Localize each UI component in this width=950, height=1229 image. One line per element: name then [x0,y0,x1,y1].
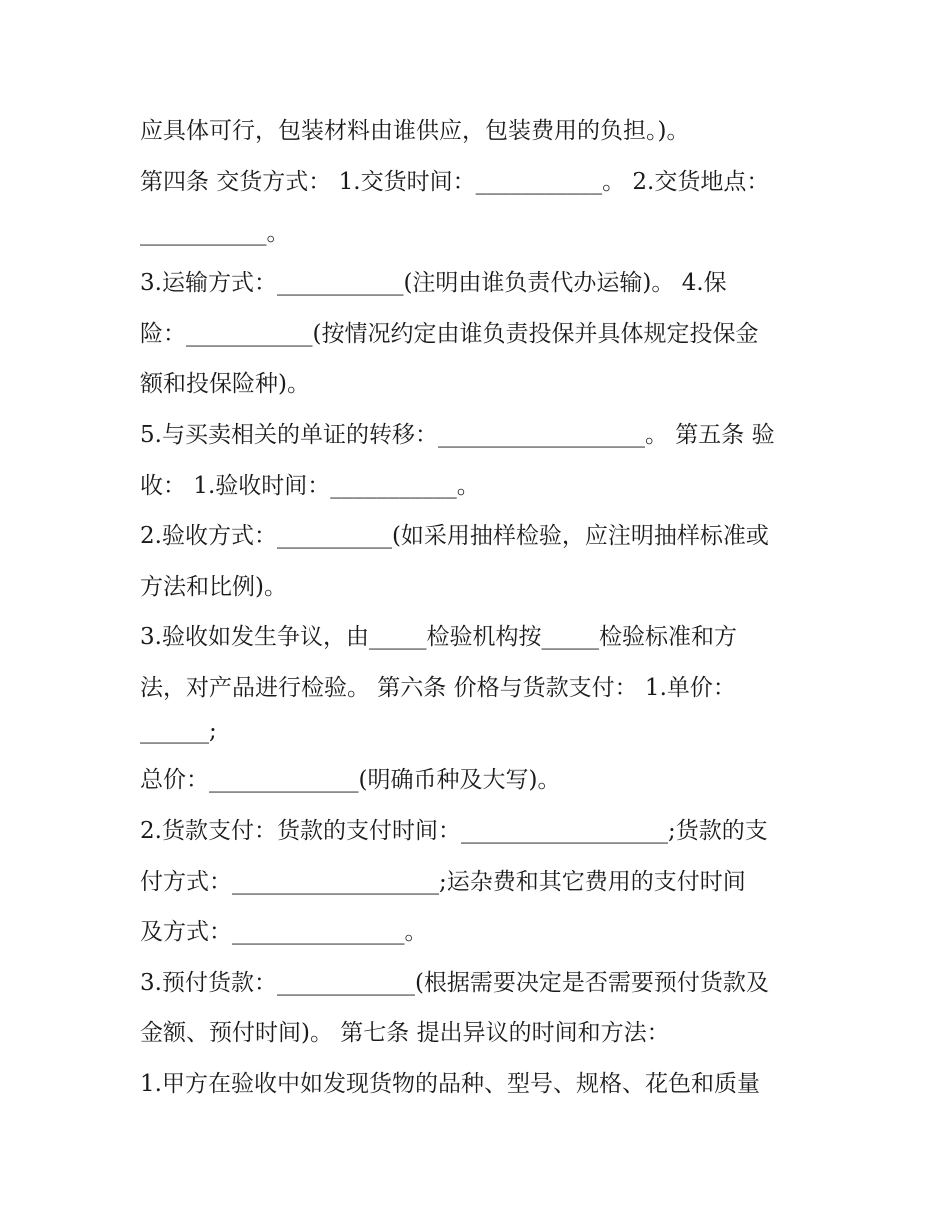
text-line: 2.验收方式：__________(如采用抽样检验，应注明抽样标准或 [140,523,769,549]
text-line: 3.运输方式：___________(注明由谁负责代办运输)。 4.保 [140,270,727,296]
text-line: 2.货款支付：货款的支付时间：__________________;货款的支 [140,818,768,844]
text-line: 险：___________(按情况约定由谁负责投保并具体规定投保金 [140,321,759,347]
text-line: 及方式：_______________。 [140,919,428,945]
text-line: 额和投保险种)。 [140,371,310,397]
text-line: 3.预付货款：____________(根据需要决定是否需要预付货款及 [140,970,769,996]
text-line: 第四条 交货方式： 1.交货时间：___________。 2.交货地点： [140,169,770,195]
text-line: ___________。 [140,220,290,246]
text-line: 法，对产品进行检验。 第六条 价格与货款支付： 1.单价： [140,675,736,701]
text-line: 收： 1.验收时间：___________。 [140,473,480,499]
text-line: 总价：_____________(明确币种及大写)。 [140,767,561,793]
text-line: 付方式：__________________;运杂费和其它费用的支付时间 [140,869,746,895]
text-line: 1.甲方在验收中如发现货物的品种、型号、规格、花色和质量 [140,1071,760,1097]
text-line: 金额、预付时间)。 第七条 提出异议的时间和方法： [140,1020,670,1046]
text-line: 5.与买卖相关的单证的转移：__________________。 第五条 验 [140,422,775,448]
text-line: 方法和比例)。 [140,574,287,600]
text-line: ______; [140,718,217,744]
text-line: 应具体可行，包装材料由谁供应，包装费用的负担。)。 [140,118,690,144]
text-line: 3.验收如发生争议，由_____检验机构按_____检验标准和方 [140,624,737,650]
